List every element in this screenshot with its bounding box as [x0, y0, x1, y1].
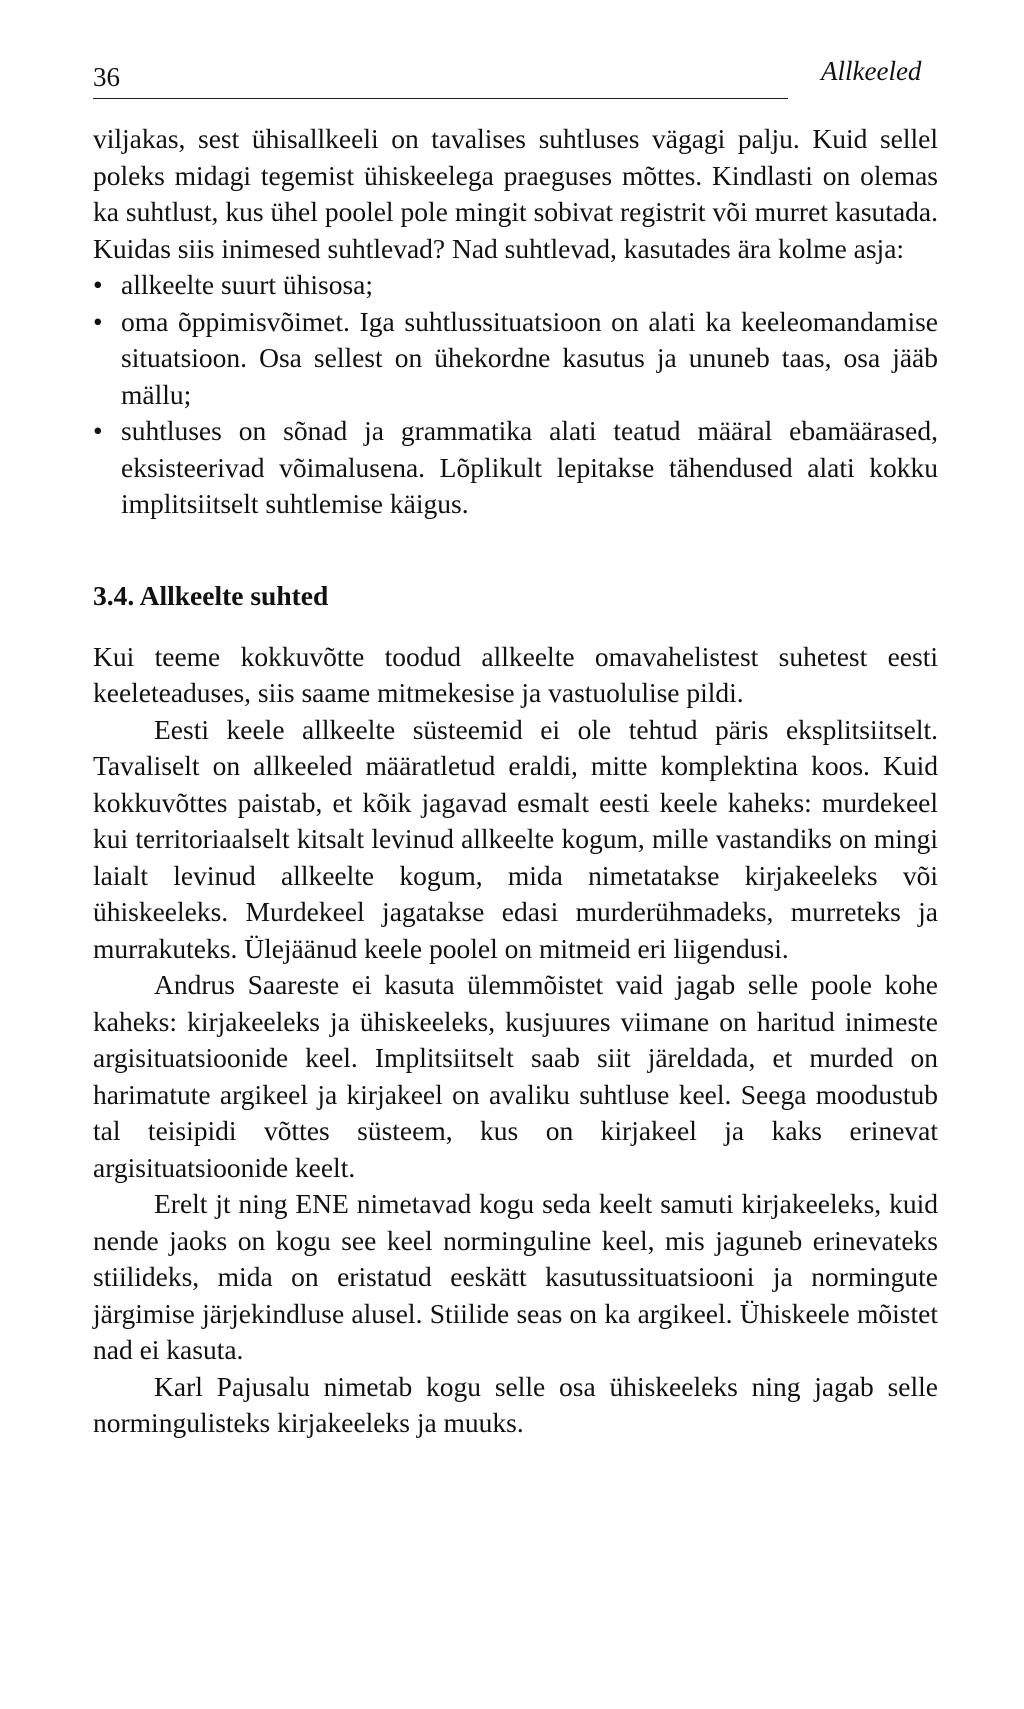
bullet-text: oma õppimisvõimet. Iga suhtlussituatsioon on alati ka keeleomandamise situatsioon. Osa sellest on ühekordne kasutus ja ununeb taas, osa jääb mällu;: [121, 305, 938, 410]
bullet-list: [93, 267, 938, 523]
bullet-mark: •: [93, 415, 103, 446]
page-number: 36: [93, 62, 120, 92]
section-paragraph: Karl Pajusalu nimetab kogu selle osa ühiskeeleks ning jagab selle normingulisteks kirjakeeleks ja muuks.: [93, 1370, 938, 1438]
intro-paragraph: viljakas, sest ühisallkeeli on tavalises suhtluses vägagi palju. Kuid sellel poleks midagi tegemist ühiskeelega praeguses mõttes. Kindlasti on olemas ka suhtlust, kus ühel poolel pole mingit sobivat registrit või murret kasutada. Kuidas siis inimesed suhtlevad? Nad suhtlevad, kasutades ära kolme asja:: [93, 123, 938, 264]
bullet-mark: •: [93, 305, 103, 337]
bullet-item-common-core: [93, 267, 938, 304]
bullet-text: allkeelte suurt ühisosa;: [121, 269, 374, 300]
section-paragraph: Erelt jt ning ENE nimetavad kogu seda keelt samuti kirjakeeleks, kuid nende jaoks on kogu see keel norminguline keel, mis jaguneb erinevateks stiilideks, mida on eristatud eeskätt kasutussituatsiooni ja normingute järgimise järjekindluse alusel. Stiilide seas on ka argikeel. Ühiskeele mõistet nad ei kasuta.: [93, 1188, 938, 1365]
section-paragraph: Kui teeme kokkuvõtte toodud allkeelte omavahelistest suhetest eesti keeleteaduses, siis saame mitmekesise ja vastuolulise pildi.: [93, 640, 938, 708]
bullet-text: suhtluses on sõnad ja grammatika alati teatud määral ebamäärased, eksisteerivad võimalusena. Lõplikult lepitakse tähendused alati kokku implitsiitselt suhtlemise käigus.: [121, 415, 938, 519]
page-body: [93, 121, 938, 1442]
section-paragraph: Andrus Saareste ei kasuta ülemmõistet vaid jagab selle poole kohe kaheks: kirjakeeleks ja ühiskeeleks, kusjuures viimane on haritud inimeste argisituatsioonide keel. Implitsiitselt saab siit järeldada, et murded on harimatute argikeel ja kirjakeel on avaliku suhtluse keel. Seega moodustub tal teisipidi võttes süsteem, kus on kirjakeel ja kaks erinevat argisituatsioonide keelt.: [93, 969, 938, 1183]
bullet-mark: •: [93, 269, 103, 300]
running-title: Allkeeled: [821, 56, 922, 86]
section-paragraph: Eesti keele allkeelte süsteemid ei ole tehtud päris eksplitsiitselt. Tavaliselt on allkeeled määratletud eraldi, mitte komplektina koos. Kuid kokkuvõttes paistab, et kõik jagavad esmalt eesti keele kaheks: murdekeel kui territoriaalselt kitsalt levinud allkeelte kogum, mille vastandiks on mingi laialt levinud allkeelte kogum, mida nimetatakse kirjakeeleks või ühiskeeleks. Murdekeel jagatakse edasi murderühmadeks, murreteks ja murrakuteks. Ülejäänud keele poolel on mitmeid eri liigendusi.: [93, 713, 938, 964]
bullet-item-learning-ability: [93, 304, 938, 414]
section-heading: 3.4. Allkeelte suhted: [93, 579, 329, 611]
page-header: [93, 52, 922, 99]
book-page: [93, 52, 938, 1442]
bullet-item-vagueness: [93, 413, 938, 523]
